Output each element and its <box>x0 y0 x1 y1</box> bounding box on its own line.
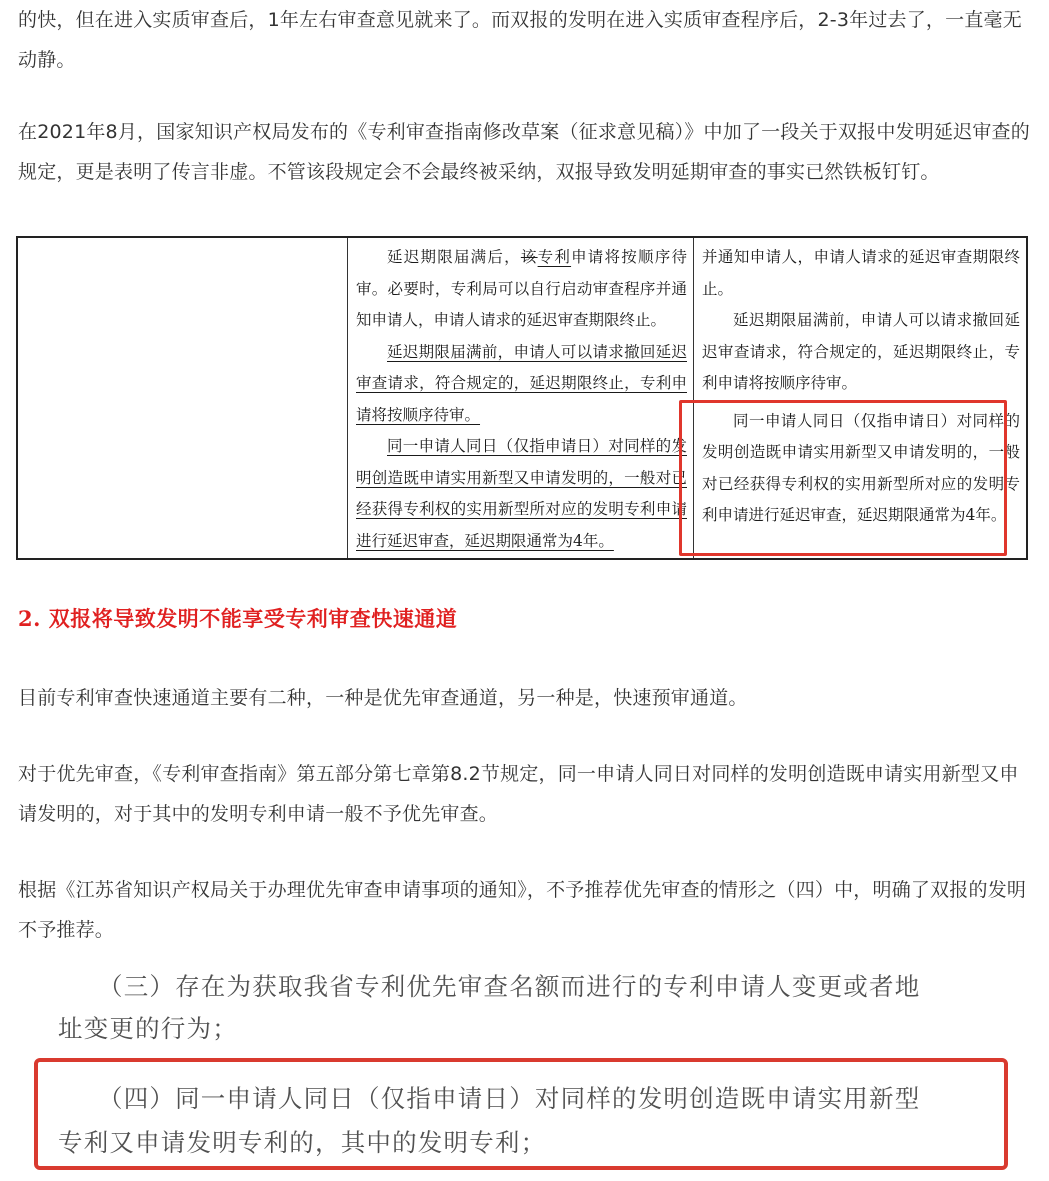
paragraph-5: 根据《江苏省知识产权局关于办理优先审查申请事项的通知》，不予推荐优先审查的情形之（四）中，明确了双报的发明不予推荐。 <box>18 879 1027 941</box>
notice-item-3-line-1: （三）存在为获取我省专利优先审查名额而进行的专利申请人变更或者地 <box>98 972 921 1001</box>
table-mid-para-b: 延迟期限届满前，申请人可以请求撤回延迟审查请求，符合规定的，延迟期限终止，专利申请将按顺序待审。 <box>356 342 687 424</box>
table-right-para-b: 延迟期限届满前，申请人可以请求撤回延迟审查请求，符合规定的，延迟期限终止，专利申请将按顺序待审。 <box>702 311 1020 392</box>
table-column-original <box>348 238 694 558</box>
table-mid-para-a <box>356 242 687 337</box>
notice-item-4-line-2: 专利又申请发明专利的，其中的发明专利； <box>58 1128 547 1157</box>
table-right-para-c: 同一申请人同日（仅指申请日）对同样的发明创造既申请实用新型又申请发明的，一般对已经获得专利权的实用新型所对应的发明专利申请进行延迟审查，延迟期限通常为4年。 <box>702 411 1020 524</box>
text-segment: 申请将按顺序待审。必要时，专利局可以自行启动审查程序并通知申请人，申请人请求的延迟审查期限终止。 <box>356 248 687 329</box>
notice-item-4-line-1: （四）同一申请人同日（仅指申请日）对同样的发明创造既申请实用新型 <box>98 1084 921 1113</box>
table-mid-para-c: 同一申请人同日（仅指申请日）对同样的发明创造既申请实用新型又申请发明的，一般对已经获得专利权的实用新型所对应的发明专利申请进行延迟审查，延迟期限通常为4年。 <box>356 437 687 550</box>
table-column-empty <box>18 238 348 558</box>
paragraph-2: 在2021年8月，国家知识产权局发布的《专利审查指南修改草案（征求意见稿）》中加了一段关于双报中发明延迟审查的规定，更是表明了传言非虚。不管该段规定会不会最终被采纳，双报导致发明延期审查的事实已然铁板钉钉。 <box>18 121 1030 183</box>
table-right-para-a: 并通知申请人，申请人请求的延迟审查期限终止。 <box>702 248 1020 298</box>
notice-item-3-line-2: 址变更的行为； <box>58 1014 238 1043</box>
text-segment: 延迟期限届满后， <box>387 248 521 266</box>
paragraph-3: 目前专利审查快速通道主要有二种，一种是优先审查通道，另一种是，快速预审通道。 <box>18 687 748 709</box>
jiangsu-notice-image <box>18 958 1030 1181</box>
section-heading: 2. 双报将导致发明不能享受专利审查快速通道 <box>18 606 458 631</box>
deleted-text: 该 <box>520 248 538 266</box>
paragraph-1: 的快，但在进入实质审查后，1年左右审查意见就来了。而双报的发明在进入实质审查程序后，2-3年过去了，一直毫无动静。 <box>18 9 1022 71</box>
inserted-text: 专利 <box>537 248 572 266</box>
paragraph-4: 对于优先审查，《专利审查指南》第五部分第七章第8.2节规定，同一申请人同日对同样的发明创造既申请实用新型又申请发明的，对于其中的发明专利申请一般不予优先审查。 <box>18 763 1019 825</box>
highlight-box-table <box>679 400 1007 556</box>
